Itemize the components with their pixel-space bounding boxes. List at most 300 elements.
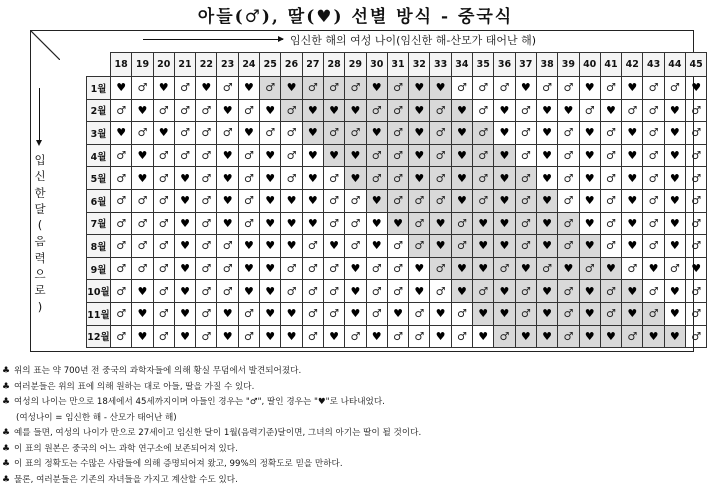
table-row xyxy=(87,167,707,190)
girl-heart-icon: ♥ xyxy=(302,99,323,122)
boy-symbol-icon: ♂ xyxy=(664,77,685,100)
boy-symbol-icon: ♂ xyxy=(515,235,536,258)
boy-symbol-icon: ♂ xyxy=(515,212,536,235)
girl-heart-icon: ♥ xyxy=(622,212,643,235)
girl-heart-icon: ♥ xyxy=(409,77,430,100)
boy-symbol-icon: ♂ xyxy=(260,122,281,145)
boy-symbol-icon: ♂ xyxy=(387,235,408,258)
boy-symbol-icon: ♂ xyxy=(132,212,153,235)
girl-heart-icon: ♥ xyxy=(643,325,664,348)
boy-symbol-icon: ♂ xyxy=(302,302,323,325)
girl-heart-icon: ♥ xyxy=(430,325,451,348)
boy-symbol-icon: ♂ xyxy=(643,167,664,190)
boy-symbol-icon: ♂ xyxy=(600,235,621,258)
age-header: 30 xyxy=(366,53,387,77)
girl-heart-icon: ♥ xyxy=(579,235,600,258)
boy-symbol-icon: ♂ xyxy=(558,122,579,145)
girl-heart-icon: ♥ xyxy=(217,99,238,122)
boy-symbol-icon: ♂ xyxy=(238,189,259,212)
boy-symbol-icon: ♂ xyxy=(323,212,344,235)
girl-heart-icon: ♥ xyxy=(558,257,579,280)
boy-symbol-icon: ♂ xyxy=(387,257,408,280)
girl-heart-icon: ♥ xyxy=(132,144,153,167)
age-header: 34 xyxy=(451,53,472,77)
boy-symbol-icon: ♂ xyxy=(451,77,472,100)
girl-heart-icon: ♥ xyxy=(366,122,387,145)
girl-heart-icon: ♥ xyxy=(302,212,323,235)
girl-heart-icon: ♥ xyxy=(451,189,472,212)
age-header: 33 xyxy=(430,53,451,77)
girl-heart-icon: ♥ xyxy=(686,257,707,280)
girl-heart-icon: ♥ xyxy=(260,212,281,235)
boy-symbol-icon: ♂ xyxy=(111,235,132,258)
boy-symbol-icon: ♂ xyxy=(217,122,238,145)
month-header: 5월 xyxy=(87,167,111,190)
girl-heart-icon: ♥ xyxy=(281,235,302,258)
boy-symbol-icon: ♂ xyxy=(558,212,579,235)
table-row xyxy=(87,212,707,235)
girl-heart-icon: ♥ xyxy=(345,280,366,303)
boy-symbol-icon: ♂ xyxy=(430,99,451,122)
boy-symbol-icon: ♂ xyxy=(600,122,621,145)
girl-heart-icon: ♥ xyxy=(664,167,685,190)
boy-symbol-icon: ♂ xyxy=(473,280,494,303)
boy-symbol-icon: ♂ xyxy=(196,189,217,212)
girl-heart-icon: ♥ xyxy=(536,325,557,348)
boy-symbol-icon: ♂ xyxy=(153,189,174,212)
age-header: 38 xyxy=(536,53,557,77)
boy-symbol-icon: ♂ xyxy=(600,77,621,100)
boy-symbol-icon: ♂ xyxy=(111,325,132,348)
boy-symbol-icon: ♂ xyxy=(132,77,153,100)
girl-heart-icon: ♥ xyxy=(366,235,387,258)
boy-symbol-icon: ♂ xyxy=(515,189,536,212)
girl-heart-icon: ♥ xyxy=(579,189,600,212)
boy-symbol-icon: ♂ xyxy=(174,122,195,145)
girl-heart-icon: ♥ xyxy=(451,167,472,190)
girl-heart-icon: ♥ xyxy=(409,167,430,190)
boy-symbol-icon: ♂ xyxy=(622,99,643,122)
girl-heart-icon: ♥ xyxy=(238,235,259,258)
table-row xyxy=(87,280,707,303)
boy-symbol-icon: ♂ xyxy=(622,325,643,348)
note-line xyxy=(2,457,708,473)
note-text: 여성의 나이는 만으로 18세에서 45세까지이며 아들인 경우는 "♂", 딸인 경우는 "♥"로 나타내었다. xyxy=(14,397,385,407)
boy-symbol-icon: ♂ xyxy=(345,212,366,235)
table-row xyxy=(87,122,707,145)
girl-heart-icon: ♥ xyxy=(260,325,281,348)
boy-symbol-icon: ♂ xyxy=(366,257,387,280)
boy-symbol-icon: ♂ xyxy=(686,144,707,167)
note-line xyxy=(2,426,708,442)
boy-symbol-icon: ♂ xyxy=(217,235,238,258)
note-line xyxy=(2,395,708,411)
age-header: 35 xyxy=(473,53,494,77)
boy-symbol-icon: ♂ xyxy=(345,122,366,145)
table-corner xyxy=(87,53,111,77)
boy-symbol-icon: ♂ xyxy=(196,122,217,145)
girl-heart-icon: ♥ xyxy=(494,122,515,145)
boy-symbol-icon: ♂ xyxy=(153,302,174,325)
boy-symbol-icon: ♂ xyxy=(281,122,302,145)
boy-symbol-icon: ♂ xyxy=(686,212,707,235)
table-row xyxy=(87,77,707,100)
boy-symbol-icon: ♂ xyxy=(153,99,174,122)
boy-symbol-icon: ♂ xyxy=(643,212,664,235)
girl-heart-icon: ♥ xyxy=(260,235,281,258)
girl-heart-icon: ♥ xyxy=(260,189,281,212)
girl-heart-icon: ♥ xyxy=(622,189,643,212)
boy-symbol-icon: ♂ xyxy=(323,302,344,325)
side-caption-char: 으 xyxy=(34,267,46,282)
boy-symbol-icon: ♂ xyxy=(153,280,174,303)
boy-symbol-icon: ♂ xyxy=(430,280,451,303)
girl-heart-icon: ♥ xyxy=(558,99,579,122)
note-text: (여성나이 = 임신한 해 - 산모가 태어난 해) xyxy=(16,412,177,423)
girl-heart-icon: ♥ xyxy=(217,189,238,212)
boy-symbol-icon: ♂ xyxy=(153,167,174,190)
boy-symbol-icon: ♂ xyxy=(153,144,174,167)
side-caption-char: 한 xyxy=(34,185,46,200)
boy-symbol-icon: ♂ xyxy=(558,280,579,303)
right-arrow-icon xyxy=(143,39,283,40)
boy-symbol-icon: ♂ xyxy=(686,280,707,303)
girl-heart-icon: ♥ xyxy=(664,99,685,122)
girl-heart-icon: ♥ xyxy=(536,302,557,325)
girl-heart-icon: ♥ xyxy=(451,257,472,280)
girl-heart-icon: ♥ xyxy=(111,77,132,100)
note-line xyxy=(2,442,708,458)
girl-heart-icon: ♥ xyxy=(345,99,366,122)
note-text: 위의 표는 약 700년 전 중국의 과학자들에 의해 황실 무덤에서 발견되어졌다. xyxy=(14,366,302,376)
age-header: 43 xyxy=(643,53,664,77)
boy-symbol-icon: ♂ xyxy=(558,144,579,167)
boy-symbol-icon: ♂ xyxy=(515,99,536,122)
boy-symbol-icon: ♂ xyxy=(686,235,707,258)
girl-heart-icon: ♥ xyxy=(111,122,132,145)
boy-symbol-icon: ♂ xyxy=(281,167,302,190)
girl-heart-icon: ♥ xyxy=(409,144,430,167)
boy-symbol-icon: ♂ xyxy=(643,189,664,212)
girl-heart-icon: ♥ xyxy=(323,144,344,167)
boy-symbol-icon: ♂ xyxy=(473,167,494,190)
boy-symbol-icon: ♂ xyxy=(430,257,451,280)
boy-symbol-icon: ♂ xyxy=(558,325,579,348)
girl-heart-icon: ♥ xyxy=(174,212,195,235)
girl-heart-icon: ♥ xyxy=(260,144,281,167)
boy-symbol-icon: ♂ xyxy=(473,144,494,167)
girl-heart-icon: ♥ xyxy=(536,144,557,167)
girl-heart-icon: ♥ xyxy=(664,280,685,303)
girl-heart-icon: ♥ xyxy=(217,167,238,190)
boy-symbol-icon: ♂ xyxy=(153,325,174,348)
side-caption-char: 입 xyxy=(34,153,46,167)
table-row xyxy=(87,302,707,325)
boy-symbol-icon: ♂ xyxy=(345,189,366,212)
boy-symbol-icon: ♂ xyxy=(473,77,494,100)
top-caption xyxy=(60,32,694,48)
age-header: 19 xyxy=(132,53,153,77)
boy-symbol-icon: ♂ xyxy=(494,77,515,100)
table-row xyxy=(87,189,707,212)
girl-heart-icon: ♥ xyxy=(494,212,515,235)
boy-symbol-icon: ♂ xyxy=(600,144,621,167)
boy-symbol-icon: ♂ xyxy=(643,122,664,145)
girl-heart-icon: ♥ xyxy=(174,167,195,190)
girl-heart-icon: ♥ xyxy=(238,257,259,280)
boy-symbol-icon: ♂ xyxy=(686,189,707,212)
month-header: 3월 xyxy=(87,122,111,145)
boy-symbol-icon: ♂ xyxy=(366,144,387,167)
age-header: 21 xyxy=(174,53,195,77)
club-bullet-icon: ♣ xyxy=(2,381,11,392)
girl-heart-icon: ♥ xyxy=(622,302,643,325)
girl-heart-icon: ♥ xyxy=(622,280,643,303)
month-header: 7월 xyxy=(87,212,111,235)
boy-symbol-icon: ♂ xyxy=(111,280,132,303)
boy-symbol-icon: ♂ xyxy=(196,212,217,235)
boy-symbol-icon: ♂ xyxy=(515,144,536,167)
club-bullet-icon: ♣ xyxy=(2,428,11,438)
girl-heart-icon: ♥ xyxy=(217,325,238,348)
girl-heart-icon: ♥ xyxy=(430,302,451,325)
girl-heart-icon: ♥ xyxy=(600,99,621,122)
age-header: 29 xyxy=(345,53,366,77)
boy-symbol-icon: ♂ xyxy=(473,122,494,145)
girl-heart-icon: ♥ xyxy=(579,77,600,100)
boy-symbol-icon: ♂ xyxy=(473,189,494,212)
girl-heart-icon: ♥ xyxy=(323,99,344,122)
boy-symbol-icon: ♂ xyxy=(515,122,536,145)
girl-heart-icon: ♥ xyxy=(302,122,323,145)
boy-symbol-icon: ♂ xyxy=(579,99,600,122)
boy-symbol-icon: ♂ xyxy=(111,302,132,325)
girl-heart-icon: ♥ xyxy=(345,257,366,280)
girl-heart-icon: ♥ xyxy=(451,122,472,145)
girl-heart-icon: ♥ xyxy=(536,99,557,122)
boy-symbol-icon: ♂ xyxy=(302,325,323,348)
girl-heart-icon: ♥ xyxy=(153,122,174,145)
month-header: 1월 xyxy=(87,77,111,100)
girl-heart-icon: ♥ xyxy=(238,77,259,100)
side-caption-text xyxy=(31,152,49,315)
boy-symbol-icon: ♂ xyxy=(238,325,259,348)
girl-heart-icon: ♥ xyxy=(238,280,259,303)
girl-heart-icon: ♥ xyxy=(664,144,685,167)
month-header: 11월 xyxy=(87,302,111,325)
girl-heart-icon: ♥ xyxy=(664,235,685,258)
boy-symbol-icon: ♂ xyxy=(643,302,664,325)
age-header: 26 xyxy=(281,53,302,77)
girl-heart-icon: ♥ xyxy=(664,325,685,348)
month-header: 9월 xyxy=(87,257,111,280)
girl-heart-icon: ♥ xyxy=(260,167,281,190)
girl-heart-icon: ♥ xyxy=(281,302,302,325)
girl-heart-icon: ♥ xyxy=(515,325,536,348)
girl-heart-icon: ♥ xyxy=(515,257,536,280)
girl-heart-icon: ♥ xyxy=(536,167,557,190)
boy-symbol-icon: ♂ xyxy=(558,235,579,258)
girl-heart-icon: ♥ xyxy=(132,99,153,122)
girl-heart-icon: ♥ xyxy=(664,189,685,212)
girl-heart-icon: ♥ xyxy=(579,302,600,325)
boy-symbol-icon: ♂ xyxy=(174,99,195,122)
boy-symbol-icon: ♂ xyxy=(430,144,451,167)
boy-symbol-icon: ♂ xyxy=(387,167,408,190)
boy-symbol-icon: ♂ xyxy=(323,189,344,212)
age-header: 40 xyxy=(579,53,600,77)
note-text: 이 표의 정확도는 수많은 사람들에 의해 증명되어져 왔고, 99%의 정확도로 믿을 만하다. xyxy=(14,459,343,469)
girl-heart-icon: ♥ xyxy=(686,77,707,100)
boy-symbol-icon: ♂ xyxy=(345,325,366,348)
club-bullet-icon: ♣ xyxy=(2,366,11,376)
boy-symbol-icon: ♂ xyxy=(600,212,621,235)
girl-heart-icon: ♥ xyxy=(451,144,472,167)
boy-symbol-icon: ♂ xyxy=(132,235,153,258)
note-line xyxy=(2,473,708,489)
note-text: 물론, 여러분들은 기존의 자녀들을 가지고 계산할 수도 있다. xyxy=(14,474,238,485)
boy-symbol-icon: ♂ xyxy=(430,189,451,212)
girl-heart-icon: ♥ xyxy=(302,167,323,190)
boy-symbol-icon: ♂ xyxy=(132,122,153,145)
month-header: 6월 xyxy=(87,189,111,212)
note-line xyxy=(2,380,708,396)
girl-heart-icon: ♥ xyxy=(217,144,238,167)
age-header: 42 xyxy=(622,53,643,77)
girl-heart-icon: ♥ xyxy=(174,280,195,303)
boy-symbol-icon: ♂ xyxy=(366,99,387,122)
boy-symbol-icon: ♂ xyxy=(238,144,259,167)
girl-heart-icon: ♥ xyxy=(366,212,387,235)
boy-symbol-icon: ♂ xyxy=(536,77,557,100)
girl-heart-icon: ♥ xyxy=(494,189,515,212)
boy-symbol-icon: ♂ xyxy=(536,257,557,280)
girl-heart-icon: ♥ xyxy=(451,280,472,303)
girl-heart-icon: ♥ xyxy=(622,167,643,190)
boy-symbol-icon: ♂ xyxy=(430,167,451,190)
girl-heart-icon: ♥ xyxy=(473,302,494,325)
boy-symbol-icon: ♂ xyxy=(111,212,132,235)
note-text: 예를 들면, 여성의 나이가 만으로 27세이고 임신한 달이 1월(음력기준)달이면, 그녀의 아기는 딸이 될 것이다. xyxy=(14,428,422,438)
boy-symbol-icon: ♂ xyxy=(473,99,494,122)
boy-symbol-icon: ♂ xyxy=(217,77,238,100)
boy-symbol-icon: ♂ xyxy=(409,302,430,325)
boy-symbol-icon: ♂ xyxy=(387,144,408,167)
girl-heart-icon: ♥ xyxy=(174,302,195,325)
age-header: 39 xyxy=(558,53,579,77)
boy-symbol-icon: ♂ xyxy=(111,257,132,280)
girl-heart-icon: ♥ xyxy=(622,122,643,145)
girl-heart-icon: ♥ xyxy=(409,99,430,122)
age-header: 31 xyxy=(387,53,408,77)
boy-symbol-icon: ♂ xyxy=(643,77,664,100)
boy-symbol-icon: ♂ xyxy=(430,122,451,145)
note-line xyxy=(2,411,708,427)
girl-heart-icon: ♥ xyxy=(323,325,344,348)
girl-heart-icon: ♥ xyxy=(664,212,685,235)
age-header: 45 xyxy=(686,53,707,77)
age-header: 20 xyxy=(153,53,174,77)
side-caption-char: ) xyxy=(37,299,43,314)
boy-symbol-icon: ♂ xyxy=(622,257,643,280)
boy-symbol-icon: ♂ xyxy=(643,235,664,258)
girl-heart-icon: ♥ xyxy=(174,189,195,212)
girl-heart-icon: ♥ xyxy=(302,189,323,212)
age-header: 27 xyxy=(302,53,323,77)
boy-symbol-icon: ♂ xyxy=(515,167,536,190)
boy-symbol-icon: ♂ xyxy=(366,167,387,190)
boy-symbol-icon: ♂ xyxy=(686,122,707,145)
table-row xyxy=(87,325,707,348)
boy-symbol-icon: ♂ xyxy=(558,167,579,190)
girl-heart-icon: ♥ xyxy=(430,77,451,100)
girl-heart-icon: ♥ xyxy=(494,302,515,325)
side-caption-char: 력 xyxy=(34,250,46,265)
girl-heart-icon: ♥ xyxy=(579,212,600,235)
side-caption-char: 음 xyxy=(34,234,46,249)
boy-symbol-icon: ♂ xyxy=(238,212,259,235)
girl-heart-icon: ♥ xyxy=(579,167,600,190)
girl-heart-icon: ♥ xyxy=(664,302,685,325)
girl-heart-icon: ♥ xyxy=(387,212,408,235)
girl-heart-icon: ♥ xyxy=(153,77,174,100)
club-bullet-icon: ♣ xyxy=(2,443,11,454)
boy-symbol-icon: ♂ xyxy=(153,235,174,258)
boy-symbol-icon: ♂ xyxy=(153,212,174,235)
boy-symbol-icon: ♂ xyxy=(238,99,259,122)
boy-symbol-icon: ♂ xyxy=(558,77,579,100)
girl-heart-icon: ♥ xyxy=(323,235,344,258)
boy-symbol-icon: ♂ xyxy=(196,167,217,190)
club-bullet-icon: ♣ xyxy=(2,459,11,469)
girl-heart-icon: ♥ xyxy=(238,122,259,145)
girl-heart-icon: ♥ xyxy=(473,325,494,348)
boy-symbol-icon: ♂ xyxy=(196,257,217,280)
boy-symbol-icon: ♂ xyxy=(323,280,344,303)
girl-heart-icon: ♥ xyxy=(494,99,515,122)
girl-heart-icon: ♥ xyxy=(494,235,515,258)
boy-symbol-icon: ♂ xyxy=(409,212,430,235)
boy-symbol-icon: ♂ xyxy=(153,257,174,280)
boy-symbol-icon: ♂ xyxy=(281,280,302,303)
boy-symbol-icon: ♂ xyxy=(451,235,472,258)
side-caption-char: 로 xyxy=(34,283,46,298)
girl-heart-icon: ♥ xyxy=(473,257,494,280)
side-caption-char: ( xyxy=(37,218,43,233)
boy-symbol-icon: ♂ xyxy=(451,212,472,235)
girl-heart-icon: ♥ xyxy=(196,77,217,100)
boy-symbol-icon: ♂ xyxy=(111,99,132,122)
boy-symbol-icon: ♂ xyxy=(323,122,344,145)
boy-symbol-icon: ♂ xyxy=(600,167,621,190)
boy-symbol-icon: ♂ xyxy=(302,235,323,258)
girl-heart-icon: ♥ xyxy=(345,144,366,167)
boy-symbol-icon: ♂ xyxy=(132,257,153,280)
club-bullet-icon: ♣ xyxy=(2,474,11,485)
boy-symbol-icon: ♂ xyxy=(686,302,707,325)
girl-heart-icon: ♥ xyxy=(515,77,536,100)
boy-symbol-icon: ♂ xyxy=(196,280,217,303)
table-row xyxy=(87,257,707,280)
boy-symbol-icon: ♂ xyxy=(686,167,707,190)
girl-heart-icon: ♥ xyxy=(281,325,302,348)
note-text: 여러분들은 위의 표에 의해 원하는 대로 아들, 딸을 가질 수 있다. xyxy=(14,381,255,392)
month-header: 12월 xyxy=(87,325,111,348)
girl-heart-icon: ♥ xyxy=(409,280,430,303)
girl-heart-icon: ♥ xyxy=(409,257,430,280)
boy-symbol-icon: ♂ xyxy=(494,257,515,280)
boy-symbol-icon: ♂ xyxy=(686,99,707,122)
